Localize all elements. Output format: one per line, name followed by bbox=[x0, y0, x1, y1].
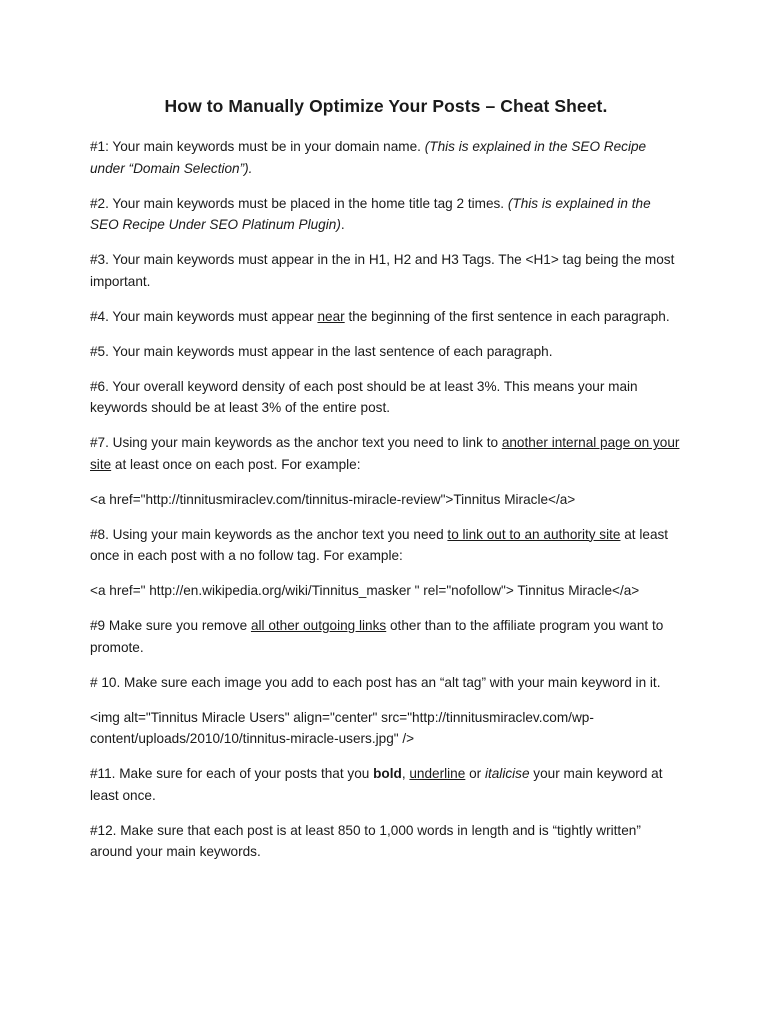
page-title: How to Manually Optimize Your Posts – Cheat Sheet. bbox=[164, 96, 608, 116]
item-11-text: #11. Make sure for each of your posts that you bbox=[90, 766, 374, 781]
item-2-text: #2. Your main keywords must be placed in the home title tag 2 times. bbox=[90, 195, 508, 211]
item-9-end: other than to the affiliate program you want to promote. bbox=[90, 618, 664, 655]
item-8 bbox=[90, 524, 682, 567]
item-1 bbox=[90, 136, 682, 179]
item-2-end: . bbox=[340, 217, 345, 232]
item-11-end: your main keyword at least once. bbox=[90, 766, 663, 803]
item-4-end: the beginning of the first sentence in each paragraph. bbox=[344, 308, 670, 324]
item-6-text: #6. Your overall keyword density of each post should be at least 3%. This means your main keywords should be at least 3% of the entire post. bbox=[90, 378, 638, 415]
item-4 bbox=[90, 306, 682, 328]
item-7-example bbox=[90, 489, 682, 511]
item-3 bbox=[90, 249, 682, 292]
item-8-example-code: <a href=" http://en.wikipedia.org/wiki/Tinnitus_masker " rel="nofollow"> Tinnitus Miracle</a> bbox=[90, 583, 640, 598]
item-12 bbox=[90, 820, 682, 863]
item-8-text: #8. Using your main keywords as the anchor text you need bbox=[90, 526, 448, 542]
item-9-emphasis: all other outgoing links bbox=[250, 618, 387, 633]
item-7 bbox=[90, 432, 682, 475]
item-10-example-code: <img alt="Tinnitus Miracle Users" align="center" src="http://tinnitusmiraclev.com/wp-content/uploads/2010/10/tinnitus-miracle-users.jpg" /> bbox=[90, 709, 594, 746]
item-11-sep2: or bbox=[465, 766, 485, 781]
item-11-bold: bold bbox=[373, 766, 402, 781]
item-8-emphasis: to link out to an authority site bbox=[447, 526, 621, 542]
item-5 bbox=[90, 341, 682, 363]
item-7-emphasis: another internal page on your site bbox=[90, 435, 680, 472]
item-5-text: #5. Your main keywords must appear in the last sentence of each paragraph. bbox=[90, 343, 553, 359]
item-10 bbox=[90, 672, 682, 694]
item-4-text: #4. Your main keywords must appear bbox=[90, 308, 318, 324]
item-10-text: # 10. Make sure each image you add to each post has an “alt tag” with your main keyword in it. bbox=[90, 674, 661, 690]
item-11 bbox=[90, 763, 682, 806]
item-7-end: at least once on each post. For example: bbox=[111, 456, 361, 472]
item-7-example-code: <a href="http://tinnitusmiraclev.com/tinnitus-miracle-review">Tinnitus Miracle</a> bbox=[90, 491, 576, 507]
item-9-text: #9 Make sure you remove bbox=[90, 618, 251, 633]
item-11-underline: underline bbox=[409, 766, 466, 781]
item-7-text: #7. Using your main keywords as the anchor text you need to link to bbox=[90, 435, 502, 450]
item-8-end: at least once in each post with a no follow tag. For example: bbox=[90, 526, 669, 563]
item-12-text: #12. Make sure that each post is at least 850 to 1,000 words in length and is “tightly written” around your main keywords. bbox=[90, 822, 641, 859]
item-1-note: (This is explained in the SEO Recipe under “Domain Selection”) bbox=[90, 139, 647, 176]
item-1-text: #1: Your main keywords must be in your domain name. bbox=[90, 139, 425, 154]
item-2-note: (This is explained in the SEO Recipe Under SEO Platinum Plugin) bbox=[90, 195, 651, 232]
item-4-emphasis: near bbox=[317, 308, 345, 324]
item-6 bbox=[90, 376, 682, 419]
item-3-text: #3. Your main keywords must appear in the in H1, H2 and H3 Tags. The <H1> tag being the most important. bbox=[90, 252, 675, 289]
item-11-sep1: , bbox=[401, 766, 410, 781]
item-9 bbox=[90, 615, 682, 658]
item-1-end: . bbox=[248, 160, 253, 176]
item-8-example bbox=[90, 580, 682, 602]
item-2 bbox=[90, 193, 682, 236]
item-10-example bbox=[90, 707, 682, 750]
item-11-italic: italicise bbox=[484, 766, 530, 781]
